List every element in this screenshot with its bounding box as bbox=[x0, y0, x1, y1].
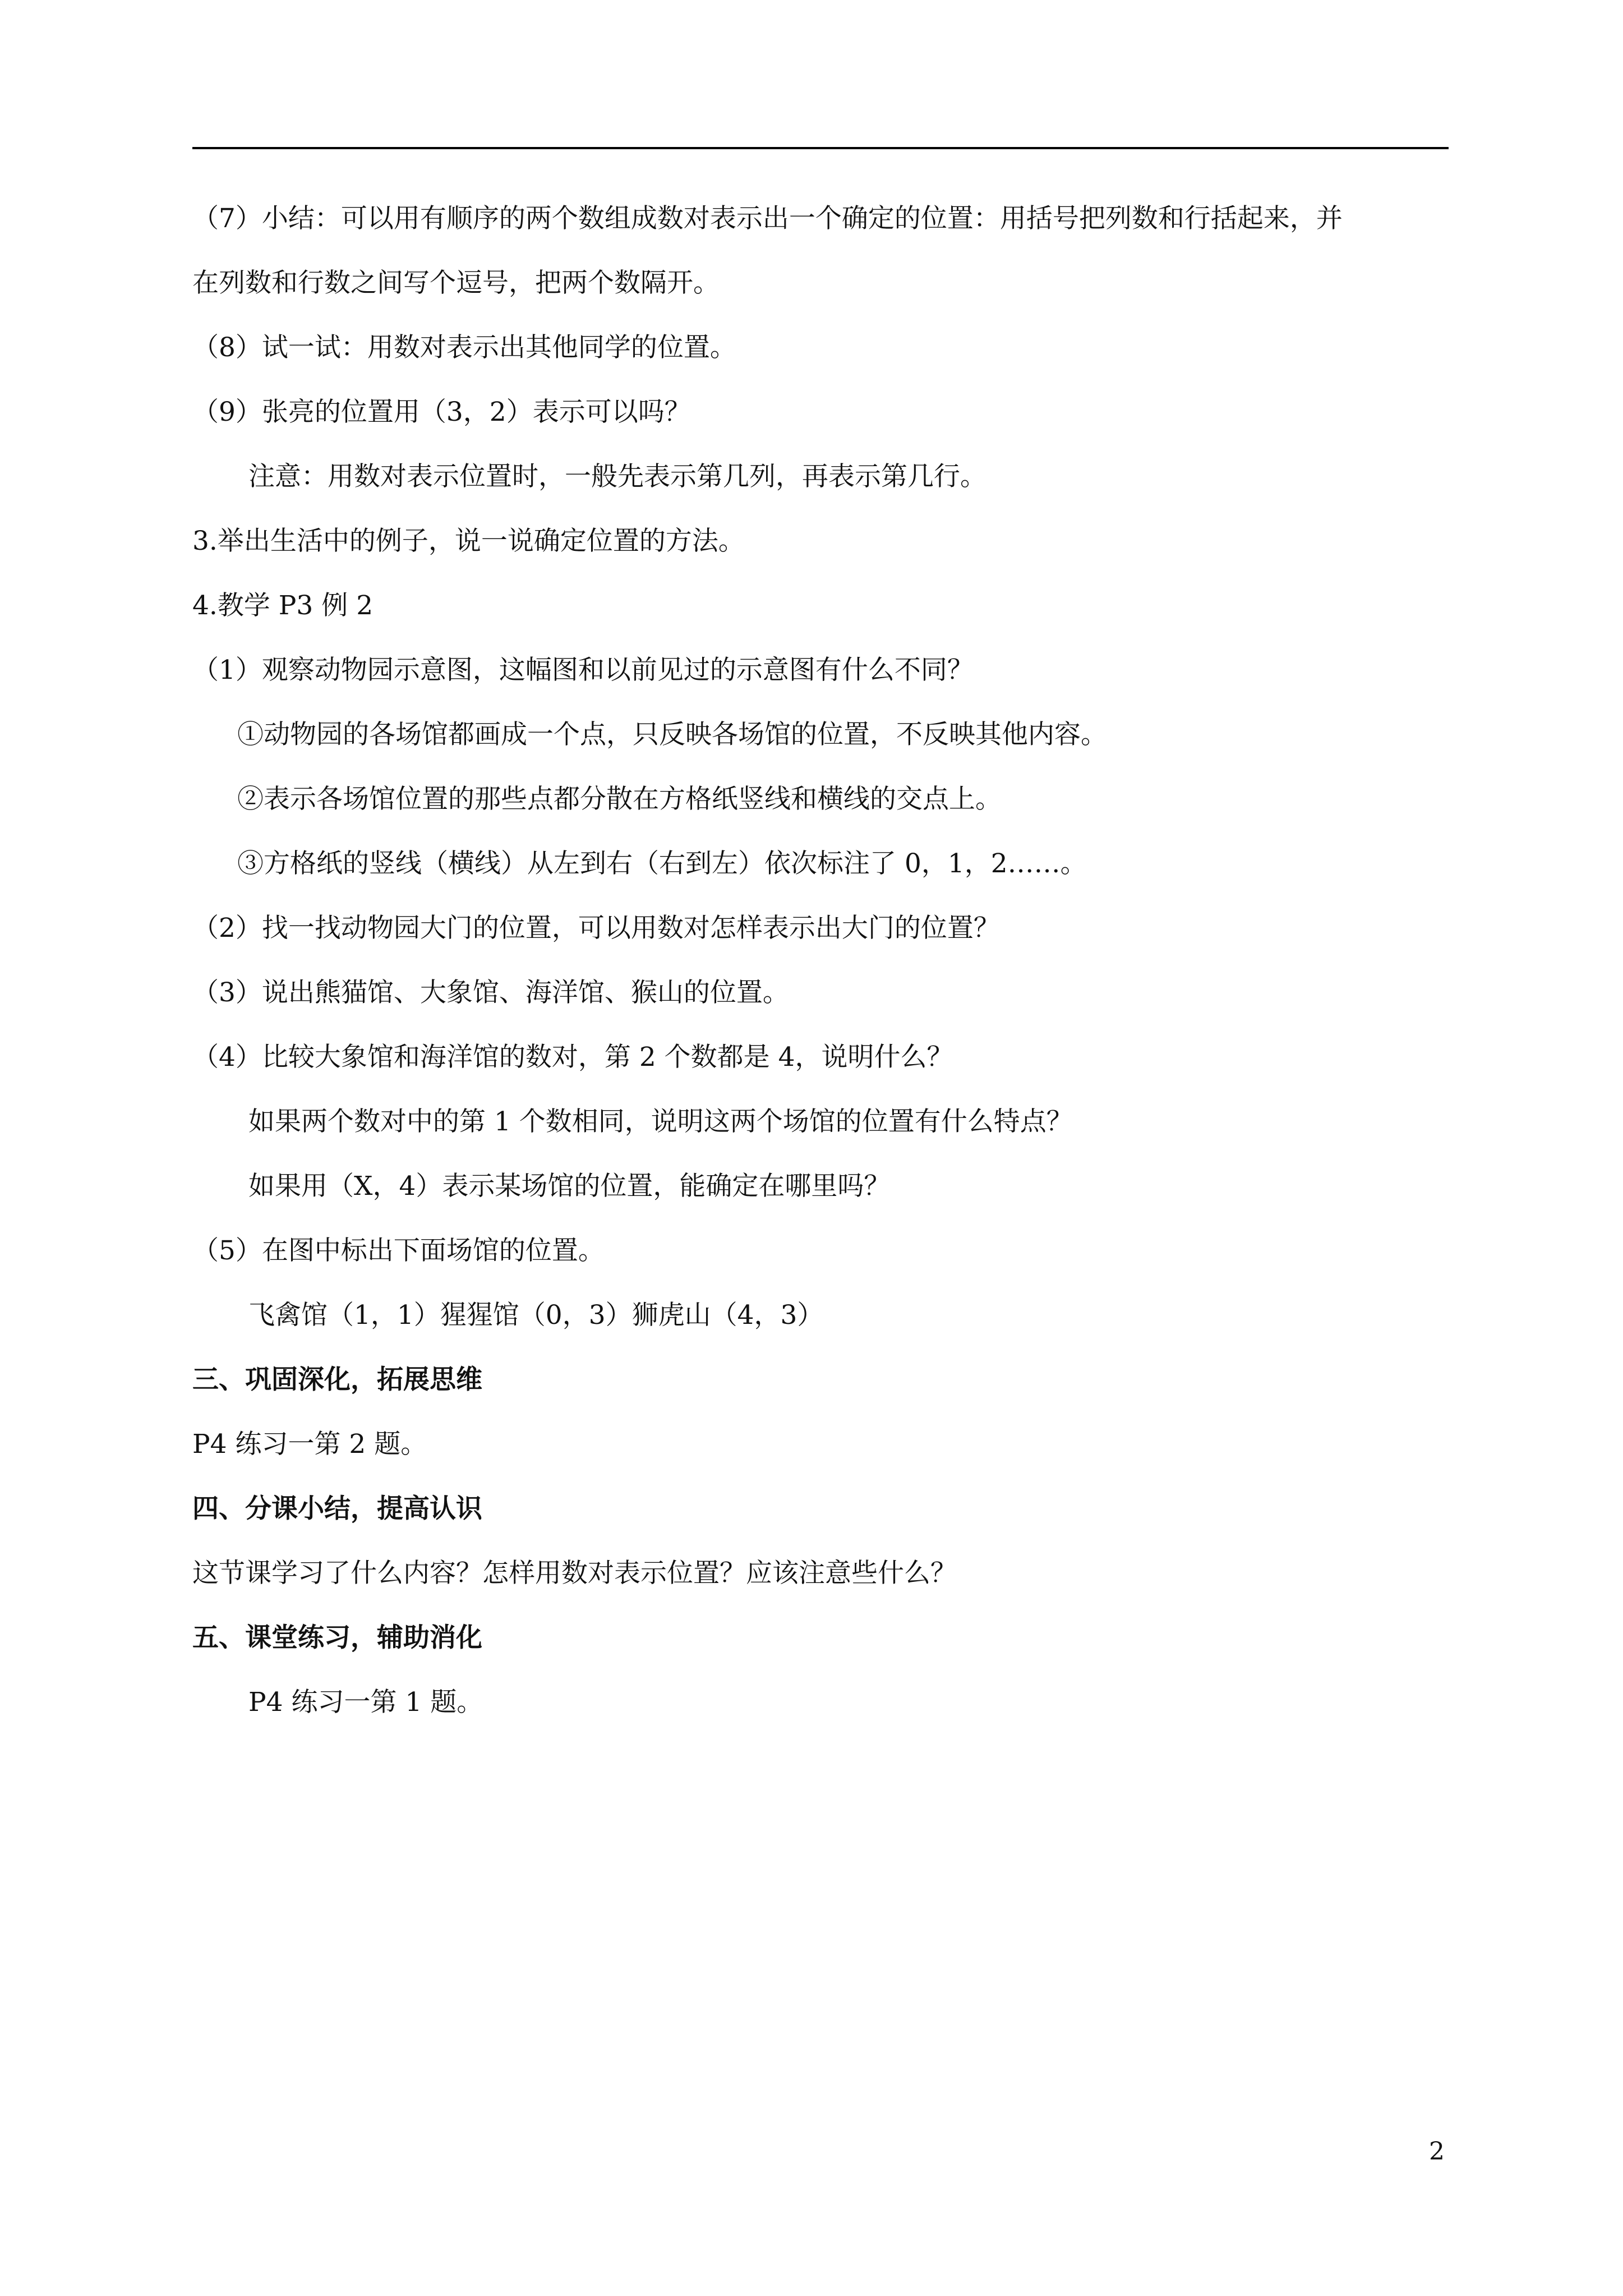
page-number: 2 bbox=[1429, 2137, 1445, 2166]
paragraph-line: （2）找一找动物园大门的位置，可以用数对怎样表示出大门的位置？ bbox=[192, 913, 1000, 944]
paragraph-line: 注意：用数对表示位置时，一般先表示第几列，再表示第几行。 bbox=[248, 461, 986, 492]
paragraph-line: 如果两个数对中的第 1 个数相同，说明这两个场馆的位置有什么特点？ bbox=[248, 1106, 1073, 1137]
paragraph-line: 这节课学习了什么内容？怎样用数对表示位置？应该注意些什么？ bbox=[192, 1558, 957, 1589]
paragraph-line: P4 练习一第 1 题。 bbox=[248, 1687, 483, 1718]
section-heading: 四、分课小结，提高认识 bbox=[192, 1493, 482, 1524]
paragraph-line: 飞禽馆（1，1）猩猩馆（0，3）狮虎山（4，3） bbox=[248, 1300, 824, 1331]
paragraph-line: ①动物园的各场馆都画成一个点，只反映各场馆的位置，不反映其他内容。 bbox=[237, 719, 1107, 750]
paragraph-line: （8）试一试：用数对表示出其他同学的位置。 bbox=[192, 332, 736, 363]
section-heading: 三、巩固深化，拓展思维 bbox=[192, 1364, 482, 1395]
paragraph-line: ③方格纸的竖线（横线）从左到右（右到左）依次标注了 0，1，2……。 bbox=[237, 848, 1087, 879]
paragraph-line: （5）在图中标出下面场馆的位置。 bbox=[192, 1235, 605, 1266]
paragraph-line: 在列数和行数之间写个逗号，把两个数隔开。 bbox=[192, 268, 720, 298]
paragraph-line: 4.教学 P3 例 2 bbox=[192, 590, 374, 621]
paragraph-line: （3）说出熊猫馆、大象馆、海洋馆、猴山的位置。 bbox=[192, 977, 789, 1008]
paragraph-line: P4 练习一第 2 题。 bbox=[192, 1429, 427, 1460]
paragraph-line: （1）观察动物园示意图，这幅图和以前见过的示意图有什么不同？ bbox=[192, 655, 974, 685]
paragraph-line: （7）小结：可以用有顺序的两个数组成数对表示出一个确定的位置：用括号把列数和行括起来，并 bbox=[192, 203, 1343, 234]
paragraph-line: （9）张亮的位置用（3，2）表示可以吗？ bbox=[192, 397, 691, 427]
paragraph-line: 如果用（X，4）表示某场馆的位置，能确定在哪里吗？ bbox=[248, 1171, 891, 1202]
paragraph-line: 3.举出生活中的例子，说一说确定位置的方法。 bbox=[192, 526, 745, 556]
header-rule bbox=[192, 147, 1449, 149]
document-body bbox=[192, 202, 1449, 1750]
paragraph-line: ②表示各场馆位置的那些点都分散在方格纸竖线和横线的交点上。 bbox=[237, 784, 1002, 815]
paragraph-line: （4）比较大象馆和海洋馆的数对，第 2 个数都是 4，说明什么？ bbox=[192, 1042, 953, 1073]
section-heading: 五、课堂练习，辅助消化 bbox=[192, 1622, 482, 1653]
